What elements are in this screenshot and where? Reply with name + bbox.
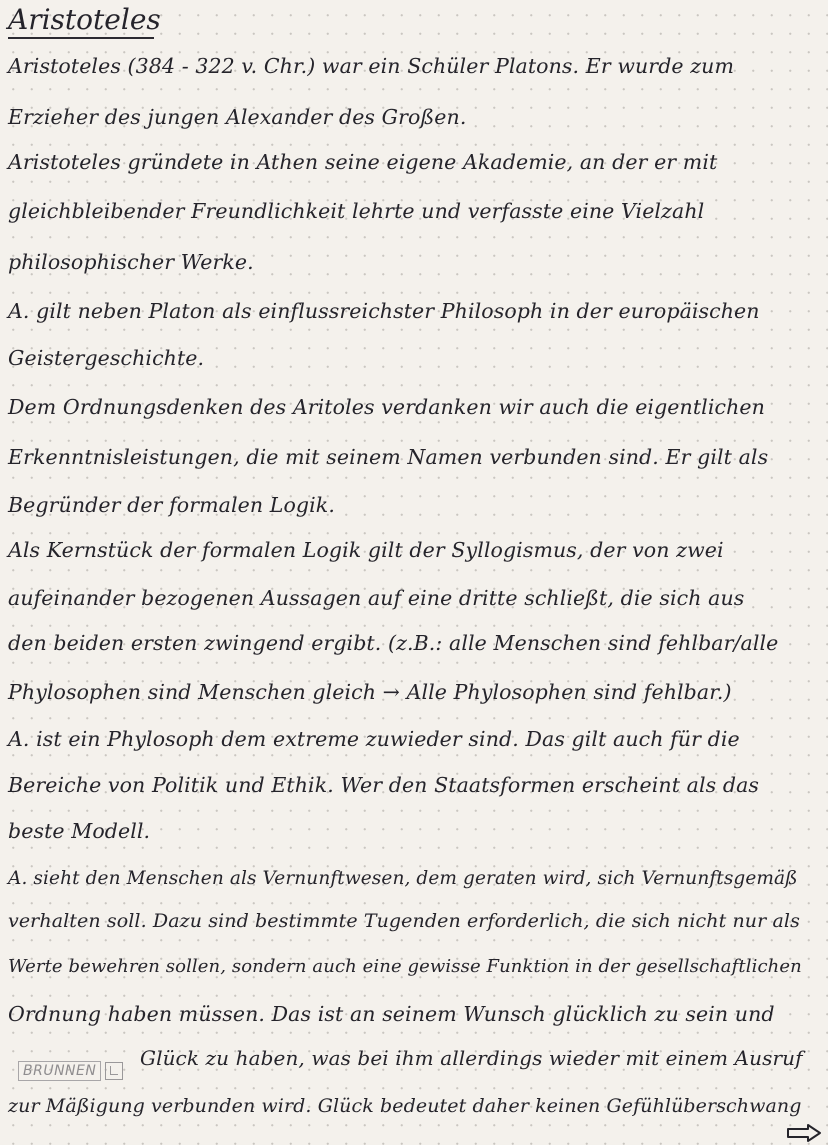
text-line: Geistergeschichte.: [8, 346, 205, 370]
text-line: gleichbleibender Freundlichkeit lehrte und verfasste eine Vielzahl: [8, 199, 705, 223]
text-line: verhalten soll. Dazu sind bestimmte Tugenden erforderlich, die sich nicht nur als: [8, 910, 800, 932]
text-line: beste Modell.: [8, 819, 151, 843]
text-line: A. sieht den Menschen als Vernunftwesen, dem geraten wird, sich Vernunftsgemäß: [8, 868, 798, 889]
text-line: Glück zu haben, was bei ihm allerdings wieder mit einem Ausruf: [140, 1046, 803, 1070]
logo-text: BRUNNEN: [18, 1061, 101, 1081]
text-line: Als Kernstück der formalen Logik gilt der Syllogismus, der von zwei: [8, 538, 724, 562]
text-line: Aristoteles (384 - 322 v. Chr.) war ein Schüler Platons. Er wurde zum: [8, 54, 735, 78]
text-line: zur Mäßigung verbunden wird. Glück bedeutet daher keinen Gefühlüberschwang: [8, 1095, 802, 1117]
text-line: A. ist ein Phylosoph dem extreme zuwieder sind. Das gilt auch für die: [8, 727, 740, 751]
text-line: aufeinander bezogenen Aussagen auf eine dritte schließt, die sich aus: [8, 586, 745, 610]
text-line: Ordnung haben müssen. Das ist an seinem Wunsch glücklich zu sein und: [8, 1002, 775, 1026]
text-line: philosophischer Werke.: [8, 250, 254, 274]
text-line: Bereiche von Politik und Ethik. Wer den Staatsformen erscheint als das: [8, 773, 760, 797]
text-line: Dem Ordnungsdenken des Aritoles verdanken wir auch die eigentlichen: [8, 395, 765, 419]
text-line: Begründer der formalen Logik.: [8, 493, 335, 517]
text-line: den beiden ersten zwingend ergibt. (z.B.: alle Menschen sind fehlbar/alle: [8, 631, 779, 655]
text-line: Werte bewehren sollen, sondern auch eine gewisse Funktion in der gesellschaftlichen: [8, 956, 802, 977]
text-line: Phylosophen sind Menschen gleich → Alle Phylosophen sind fehlbar.): [8, 680, 732, 704]
text-line: Aristoteles gründete in Athen seine eigene Akademie, an der er mit: [8, 150, 718, 174]
text-line: Erzieher des jungen Alexander des Großen.: [8, 105, 467, 129]
continue-arrow-icon: [786, 1123, 822, 1143]
brunnen-logo: [18, 1058, 130, 1084]
logo-mark-icon: [105, 1062, 123, 1080]
title-underline: [8, 37, 154, 39]
text-line: Erkenntnisleistungen, die mit seinem Namen verbunden sind. Er gilt als: [8, 445, 769, 469]
page-title: Aristoteles: [8, 3, 161, 36]
text-line: A. gilt neben Platon als einflussreichster Philosoph in der europäischen: [8, 299, 760, 323]
